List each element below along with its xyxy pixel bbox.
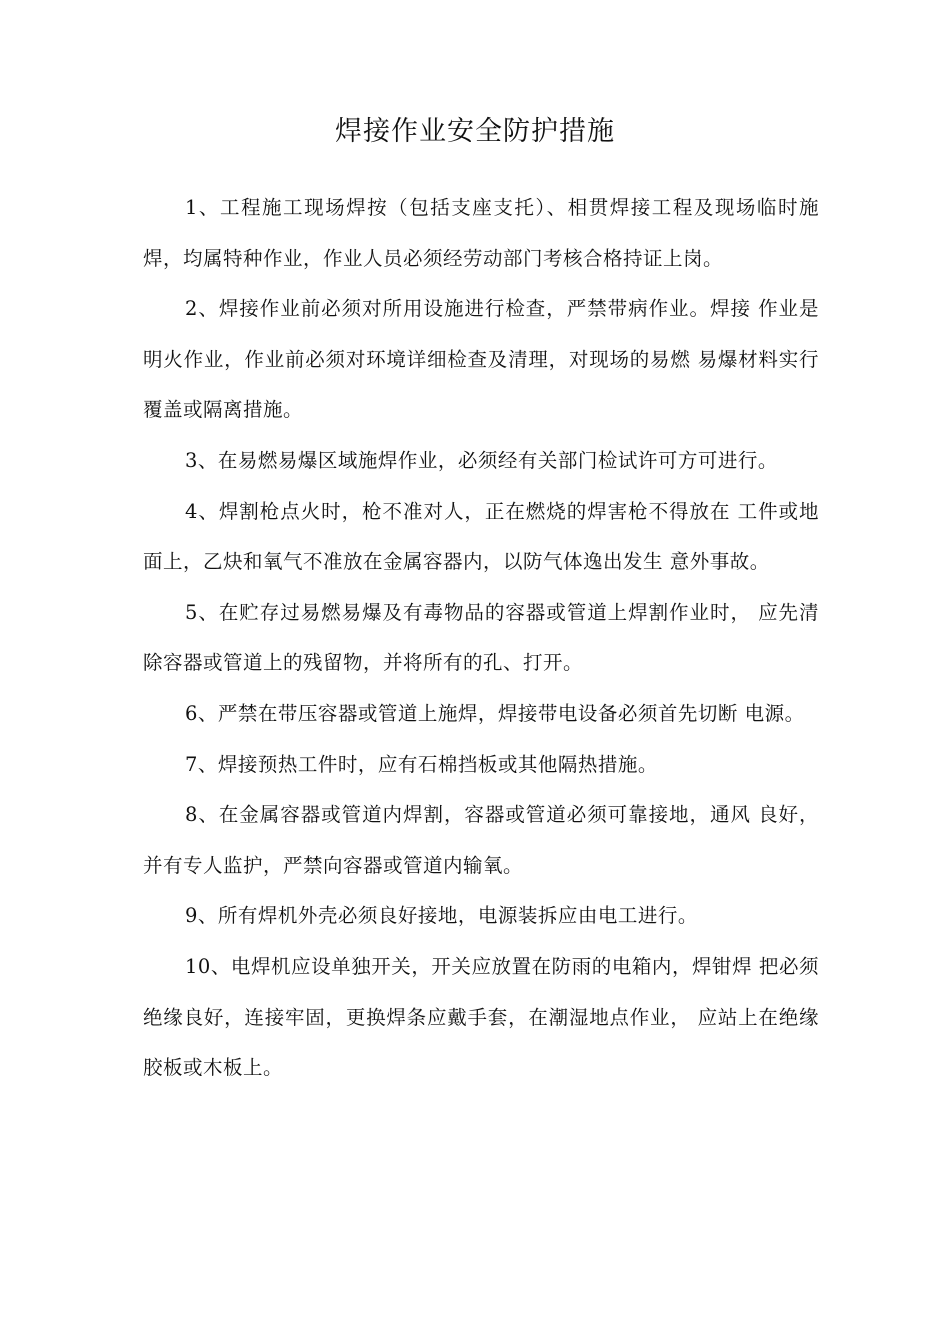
paragraph-9: 9、所有焊机外壳必须良好接地，电源装拆应由电工进行。 [185, 904, 698, 928]
paragraph-4: 4、焊割枪点火时，枪不准对人，正在燃烧的焊害枪不得放在 工件或地面上，乙炔和氧气不准放在金属容器内，以防气体逸出发生 意外事故。 [143, 499, 819, 574]
paragraph-5: 5、在贮存过易燃易爆及有毒物品的容器或管道上焊割作业时， 应先清除容器或管道上的残留物，并将所有的孔、打开。 [143, 600, 819, 675]
document-title: 焊接作业安全防护措施 [335, 116, 615, 147]
paragraph-2: 2、焊接作业前必须对所用设施进行检查，严禁带病作业。焊接 作业是明火作业，作业前必须对环境详细检查及清理，对现场的易燃 易爆材料实行覆盖或隔离措施。 [143, 297, 819, 422]
document-body [143, 183, 819, 1094]
paragraph-8: 8、在金属容器或管道内焊割，容器或管道必须可靠接地，通风 良好，并有专人监护，严禁向容器或管道内输氧。 [143, 803, 819, 877]
paragraph-1: 1、工程施工现场焊按（包括支座支托）、相贯焊接工程及现场临时施焊，均属特种作业，作业人员必须经劳动部门考核合格持证上岗。 [143, 196, 819, 270]
paragraph-7: 7、焊接预热工件时，应有石棉挡板或其他隔热措施。 [185, 752, 658, 776]
paragraph-6: 6、严禁在带压容器或管道上施焊，焊接带电设备必须首先切断 电源。 [185, 701, 805, 725]
paragraph-3: 3、在易燃易爆区域施焊作业，必须经有关部门检试许可方可进行。 [185, 448, 778, 472]
paragraph-10: 10、电焊机应设单独开关，开关应放置在防雨的电箱内，焊钳焊 把必须绝缘良好，连接牢固，更换焊条应戴手套，在潮湿地点作业， 应站上在绝缘胶板或木板上。 [143, 954, 819, 1080]
